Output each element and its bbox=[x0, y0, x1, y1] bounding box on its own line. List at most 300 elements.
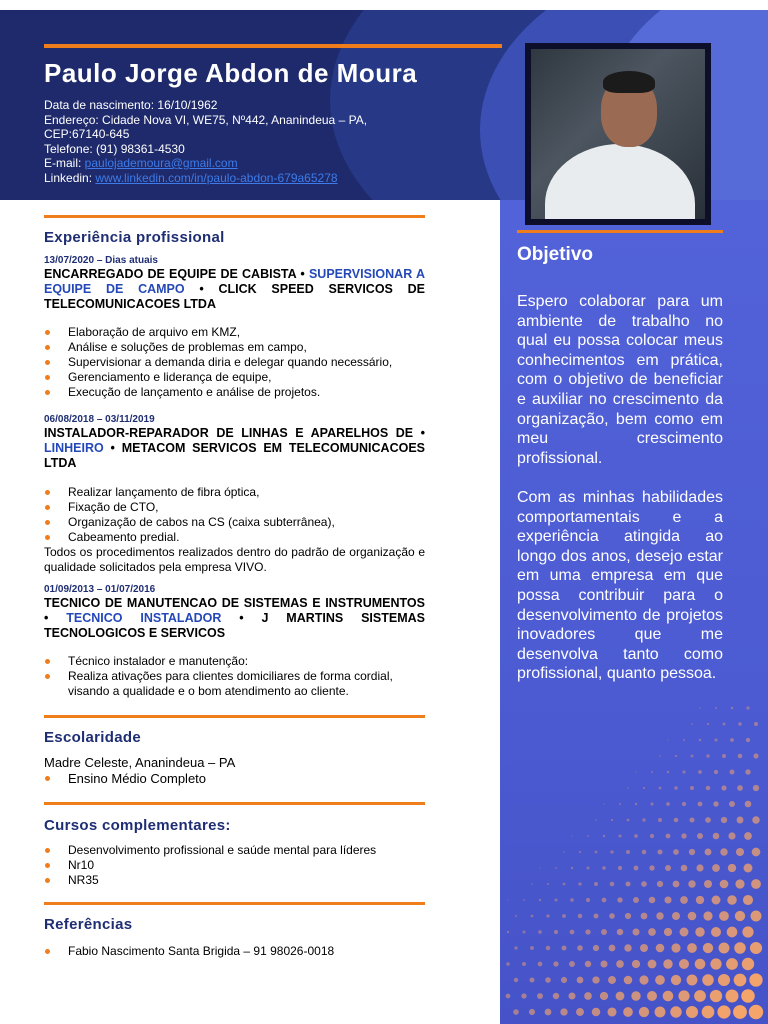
decorative-dot bbox=[631, 991, 640, 1000]
decorative-dot bbox=[607, 1007, 616, 1016]
decorative-dot bbox=[616, 960, 624, 968]
decorative-dot bbox=[600, 992, 608, 1000]
decorative-dot bbox=[666, 802, 670, 806]
job-title bbox=[44, 426, 425, 471]
job-separator: • bbox=[221, 611, 262, 625]
list-item: Supervisionar a demanda diria e delegar quando necessário, bbox=[44, 355, 425, 370]
email-link[interactable]: paulojademoura@gmail.com bbox=[84, 156, 238, 170]
list-item: Análise e soluções de problemas em campo, bbox=[44, 340, 425, 355]
decorative-dot bbox=[689, 817, 694, 822]
decorative-dot bbox=[728, 864, 736, 872]
decorative-dot bbox=[705, 849, 712, 856]
decorative-dot bbox=[745, 769, 750, 774]
decorative-dot bbox=[682, 770, 685, 773]
decorative-dot bbox=[718, 974, 730, 986]
decorative-dot bbox=[609, 945, 616, 952]
decorative-dot bbox=[568, 992, 575, 999]
decorative-dot bbox=[553, 961, 558, 966]
list-item: Ensino Médio Completo bbox=[44, 771, 425, 787]
decorative-dot bbox=[702, 974, 714, 986]
decorative-dot bbox=[633, 897, 639, 903]
decorative-dot bbox=[561, 977, 567, 983]
job-role: TECNICO DE MANUTENCAO DE SISTEMAS E INSTRUMENTOS bbox=[44, 596, 425, 610]
job-company: J MARTINS SISTEMAS TECNOLOGICOS E SERVICOS bbox=[44, 611, 425, 640]
decorative-dot bbox=[710, 990, 722, 1002]
job-separator: • bbox=[184, 282, 219, 296]
decorative-dot bbox=[671, 975, 681, 985]
list-item: Fabio Nascimento Santa Brigida – 91 98026-0018 bbox=[44, 944, 425, 959]
decorative-dot bbox=[699, 739, 702, 742]
decorative-dot bbox=[584, 992, 592, 1000]
section-divider bbox=[44, 802, 425, 805]
decorative-dot bbox=[617, 897, 622, 902]
header-divider bbox=[44, 44, 502, 48]
decorative-dot bbox=[647, 991, 657, 1001]
decorative-dot bbox=[715, 707, 717, 709]
decorative-dot bbox=[674, 786, 677, 789]
decorative-dot bbox=[634, 834, 638, 838]
decorative-dot bbox=[523, 899, 525, 901]
decorative-dot bbox=[733, 1005, 747, 1019]
section-divider bbox=[44, 902, 425, 905]
decorative-dot bbox=[751, 879, 761, 889]
decorative-dot bbox=[746, 738, 750, 742]
decorative-dot bbox=[530, 946, 534, 950]
decorative-dot bbox=[691, 755, 694, 758]
decorative-dot bbox=[712, 896, 721, 905]
decorative-dot bbox=[586, 866, 589, 869]
decorative-dot bbox=[672, 912, 680, 920]
decorative-dot bbox=[641, 913, 648, 920]
decorative-dot bbox=[650, 802, 653, 805]
objective-text bbox=[517, 292, 723, 703]
list-item: Realizar lançamento de fibra óptica, bbox=[44, 485, 425, 500]
decorative-dot bbox=[730, 738, 734, 742]
decorative-dot bbox=[587, 835, 589, 837]
decorative-dot bbox=[600, 960, 607, 967]
decorative-dot bbox=[656, 944, 665, 953]
phone: Telefone: (91) 98361-4530 bbox=[44, 141, 185, 156]
decorative-dot bbox=[727, 927, 738, 938]
job-tasks bbox=[44, 485, 425, 545]
decorative-dot bbox=[682, 802, 686, 806]
decorative-dot bbox=[657, 849, 662, 854]
decorative-dot bbox=[537, 993, 543, 999]
decorative-dot bbox=[507, 899, 508, 900]
decorative-dot bbox=[649, 897, 656, 904]
references-list bbox=[44, 944, 425, 959]
decorative-dot bbox=[635, 771, 636, 772]
decorative-dot bbox=[697, 833, 703, 839]
decorative-dot bbox=[546, 946, 550, 950]
decorative-dot bbox=[563, 883, 566, 886]
decorative-dot bbox=[749, 1005, 763, 1019]
decorative-dot bbox=[722, 754, 726, 758]
decorative-dot bbox=[626, 850, 630, 854]
job-separator: • bbox=[413, 426, 425, 440]
decorative-dot bbox=[664, 928, 672, 936]
decorative-dot bbox=[694, 990, 706, 1002]
decorative-dot bbox=[624, 976, 633, 985]
decorative-dot bbox=[594, 882, 598, 886]
decorative-dot bbox=[649, 865, 654, 870]
decorative-dot bbox=[623, 1007, 633, 1017]
profile-photo bbox=[531, 49, 705, 219]
decorative-dot bbox=[609, 913, 615, 919]
decorative-dot bbox=[522, 962, 526, 966]
objective-paragraph: Espero colaborar para um ambiente de trabalho no qual eu possa colocar meus conhecimentos em prática, com o objetivo de beneficiar e auxiliar no crescimento da organização, bem como em meu crescimento profissional. bbox=[517, 293, 723, 467]
education-list bbox=[44, 771, 425, 787]
decorative-dot bbox=[679, 959, 689, 969]
job-separator: • bbox=[296, 267, 309, 281]
decorative-dot bbox=[702, 1006, 715, 1019]
decorative-dot bbox=[531, 883, 533, 885]
decorative-dot bbox=[616, 992, 625, 1001]
decorative-dot bbox=[655, 1007, 666, 1018]
decorative-dot bbox=[745, 801, 752, 808]
decorative-dot bbox=[711, 927, 721, 937]
decorative-dot bbox=[742, 926, 753, 937]
job-role: INSTALADOR-REPARADOR DE LINHAS E APARELHOS DE bbox=[44, 426, 414, 440]
decorative-dot bbox=[687, 975, 698, 986]
decorative-dot bbox=[530, 978, 535, 983]
decorative-dot bbox=[506, 962, 510, 966]
decorative-dot bbox=[657, 881, 663, 887]
decorative-dot bbox=[555, 867, 557, 869]
decorative-dot bbox=[545, 977, 551, 983]
list-item: Organização de cabos na CS (caixa subterrânea), bbox=[44, 515, 425, 530]
job-date: 01/09/2013 – 01/07/2016 bbox=[44, 584, 156, 595]
decorative-dot bbox=[593, 945, 599, 951]
decorative-dot bbox=[592, 976, 599, 983]
photo-torso bbox=[545, 144, 695, 219]
decorative-dot bbox=[570, 898, 574, 902]
decorative-dot bbox=[545, 1009, 552, 1016]
decorative-dot bbox=[659, 755, 661, 757]
decorative-dot bbox=[686, 1006, 698, 1018]
job-area: SUPERVISIONAR A EQUIPE DE CAMPO bbox=[44, 267, 425, 296]
decorative-dot bbox=[515, 915, 517, 917]
decorative-dot bbox=[714, 770, 718, 774]
job-note: Todos os procedimentos realizados dentro do padrão de organização e qualidade solicitados pela empresa VIVO. bbox=[44, 545, 425, 574]
decorative-dot bbox=[670, 1006, 681, 1017]
decorative-dot bbox=[688, 912, 697, 921]
decorative-dot bbox=[640, 944, 648, 952]
decorative-dot bbox=[691, 723, 693, 725]
list-item: Execução de lançamento e análise de projetos. bbox=[44, 385, 425, 400]
references-block bbox=[44, 944, 425, 959]
decorative-dot bbox=[749, 973, 762, 986]
decorative-dot bbox=[752, 848, 761, 857]
decorative-dot bbox=[704, 880, 712, 888]
decorative-dot bbox=[603, 835, 605, 837]
decorative-dot bbox=[735, 911, 745, 921]
objective-title: Objetivo bbox=[517, 244, 594, 265]
decorative-dot bbox=[642, 818, 645, 821]
decorative-dot bbox=[689, 849, 695, 855]
references-title: Referências bbox=[44, 916, 133, 933]
decorative-dot bbox=[667, 771, 670, 774]
decorative-dot bbox=[714, 738, 717, 741]
address: Endereço: Cidade Nova VI, WE75, Nº442, Ananindeua – PA, CEP:67140-645 bbox=[44, 112, 368, 141]
courses-title: Cursos complementares: bbox=[44, 817, 231, 834]
decorative-dot bbox=[734, 974, 747, 987]
decorative-dot bbox=[664, 896, 671, 903]
decorative-dot bbox=[753, 753, 758, 758]
decorative-dot bbox=[719, 911, 729, 921]
decorative-dot bbox=[752, 816, 760, 824]
job-entry-2 bbox=[44, 414, 425, 575]
job-tasks bbox=[44, 654, 425, 699]
decorative-dot bbox=[706, 754, 709, 757]
decorative-dot bbox=[610, 882, 614, 886]
education-block bbox=[44, 755, 425, 787]
list-item: NR35 bbox=[44, 873, 425, 888]
decorative-dot bbox=[710, 958, 721, 969]
decorative-dot bbox=[687, 943, 697, 953]
decorative-dot bbox=[658, 818, 662, 822]
decorative-dot bbox=[721, 817, 727, 823]
decorative-dot bbox=[639, 975, 648, 984]
decorative-dot bbox=[514, 946, 517, 949]
list-item: Elaboração de arquivo em KMZ, bbox=[44, 325, 425, 340]
decorative-dot bbox=[696, 896, 704, 904]
decorative-dot bbox=[593, 913, 598, 918]
decorative-dot bbox=[737, 817, 744, 824]
decorative-dot bbox=[737, 785, 743, 791]
decorative-dot bbox=[627, 787, 629, 789]
decorative-dot bbox=[728, 832, 735, 839]
decorative-dot bbox=[698, 770, 702, 774]
birth-date: Data de nascimento: 16/10/1962 bbox=[44, 98, 218, 112]
decorative-dot bbox=[663, 959, 672, 968]
list-item: Cabeamento predial. bbox=[44, 530, 425, 545]
decorative-dot bbox=[563, 851, 565, 853]
decorative-dot bbox=[712, 864, 720, 872]
decorative-dot bbox=[705, 817, 711, 823]
decorative-dot bbox=[521, 993, 526, 998]
decorative-dot bbox=[595, 851, 598, 854]
decorative-dot bbox=[681, 833, 686, 838]
decorative-dot bbox=[665, 865, 671, 871]
decorative-dot bbox=[695, 959, 706, 970]
job-entry-1 bbox=[44, 255, 425, 400]
decorative-dot bbox=[642, 850, 647, 855]
decorative-dot bbox=[578, 914, 582, 918]
decorative-dot bbox=[655, 975, 665, 985]
job-entry-3 bbox=[44, 584, 425, 699]
decorative-dot bbox=[624, 944, 631, 951]
decorative-dot bbox=[571, 867, 573, 869]
decorative-dot bbox=[635, 803, 637, 805]
decorative-dot bbox=[651, 771, 653, 773]
decorative-dot bbox=[726, 990, 739, 1003]
experience-title: Experiência profissional bbox=[44, 229, 225, 246]
decorative-dot bbox=[713, 801, 718, 806]
decorative-dot bbox=[656, 912, 663, 919]
decorative-dot bbox=[611, 819, 613, 821]
school-name: Madre Celeste, Ananindeua – PA bbox=[44, 755, 236, 770]
decorative-dot bbox=[742, 958, 754, 970]
list-item: Nr10 bbox=[44, 858, 425, 873]
linkedin-row bbox=[44, 171, 424, 186]
job-separator: • bbox=[103, 441, 122, 455]
decorative-dot bbox=[643, 787, 645, 789]
job-date: 06/08/2018 – 03/11/2019 bbox=[44, 414, 155, 425]
decorative-dot bbox=[602, 866, 606, 870]
decorative-dot bbox=[703, 943, 713, 953]
job-tasks bbox=[44, 325, 425, 400]
list-item: Realiza ativações para clientes domiciliares de forma cordial, visando a qualidade e o bom atendimento ao cliente. bbox=[44, 669, 425, 699]
decorative-dot bbox=[753, 785, 759, 791]
decorative-dot bbox=[663, 991, 674, 1002]
decorative-dot bbox=[641, 881, 647, 887]
job-company: METACOM SERVICOS EM TELECOMUNICACOES LTDA bbox=[44, 441, 425, 470]
decorative-dot bbox=[632, 960, 640, 968]
decorative-dot bbox=[744, 864, 753, 873]
decorative-dot bbox=[507, 931, 509, 933]
decorative-dot bbox=[578, 882, 581, 885]
decorative-dot bbox=[667, 739, 668, 740]
decorative-dot bbox=[741, 989, 755, 1003]
decorative-dot bbox=[738, 754, 743, 759]
decorative-dot bbox=[751, 911, 762, 922]
list-item: Técnico instalador e manutenção: bbox=[44, 654, 425, 669]
decorative-dot bbox=[546, 914, 549, 917]
decorative-dot bbox=[585, 961, 591, 967]
decorative-dot bbox=[538, 930, 542, 934]
decorative-dot bbox=[571, 835, 572, 836]
decorative-dot bbox=[539, 899, 541, 901]
decorative-dot bbox=[639, 1007, 649, 1017]
decorative-dot bbox=[602, 898, 607, 903]
decorative-dot bbox=[538, 962, 543, 967]
decorative-dot bbox=[634, 866, 639, 871]
job-title bbox=[44, 267, 425, 312]
decorative-dot bbox=[734, 942, 746, 954]
objective-divider bbox=[517, 230, 723, 233]
decorative-dot bbox=[738, 722, 741, 725]
decorative-dot bbox=[736, 848, 744, 856]
decorative-dot bbox=[547, 883, 549, 885]
decorative-dot bbox=[650, 834, 654, 838]
decorative-dot bbox=[555, 899, 558, 902]
objective-paragraph: Com as minhas habilidades comportamentais e a experiência atingida ao longo dos anos, desejo estar em uma empresa em que possa contribuir para o desenvolvimento de projetos inovadores que me desenvolva tanto como profissional, quanto pessoa. bbox=[517, 488, 723, 683]
decorative-dot bbox=[680, 928, 689, 937]
decorative-dot bbox=[513, 1009, 519, 1015]
decorative-dot bbox=[673, 881, 680, 888]
decorative-dot bbox=[560, 1008, 567, 1015]
decorative-dot bbox=[678, 990, 689, 1001]
decorative-dot bbox=[592, 1008, 601, 1017]
decorative-dot bbox=[553, 993, 559, 999]
decorative-dot bbox=[690, 786, 694, 790]
decorative-dot bbox=[743, 895, 753, 905]
decorative-dot bbox=[625, 913, 631, 919]
decorative-dot bbox=[674, 818, 679, 823]
email-row bbox=[44, 156, 424, 171]
decorative-dot bbox=[671, 943, 680, 952]
decorative-dot bbox=[720, 880, 729, 889]
candidate-name: Paulo Jorge Abdon de Moura bbox=[44, 58, 418, 88]
decorative-dot bbox=[729, 801, 735, 807]
job-date: 13/07/2020 – Dias atuais bbox=[44, 255, 158, 266]
decorative-dot bbox=[577, 945, 583, 951]
courses-list bbox=[44, 843, 425, 888]
job-role: ENCARREGADO DE EQUIPE DE CABISTA bbox=[44, 267, 297, 281]
decorative-dot bbox=[562, 914, 566, 918]
decorative-dot bbox=[744, 832, 752, 840]
education-title: Escolaridade bbox=[44, 729, 141, 746]
decorative-dot bbox=[721, 785, 726, 790]
decorative-dot bbox=[632, 928, 639, 935]
decorative-dot bbox=[625, 881, 630, 886]
decorative-dot bbox=[554, 930, 558, 934]
decorative-dot bbox=[539, 867, 540, 868]
decorative-dot bbox=[627, 819, 630, 822]
decorative-dot bbox=[585, 929, 590, 934]
photo-hair bbox=[603, 71, 655, 93]
decorative-dot bbox=[586, 898, 590, 902]
decorative-dot bbox=[659, 787, 662, 790]
decorative-dot bbox=[648, 960, 657, 969]
decorative-dot bbox=[681, 865, 688, 872]
job-separator: • bbox=[44, 611, 67, 625]
decorative-dot bbox=[703, 911, 712, 920]
decorative-dot bbox=[720, 848, 727, 855]
decorative-dot bbox=[618, 834, 621, 837]
decorative-dot bbox=[719, 943, 730, 954]
decorative-dot bbox=[523, 931, 526, 934]
decorative-dot bbox=[601, 929, 607, 935]
decorative-dot bbox=[696, 864, 703, 871]
decorative-dot bbox=[727, 895, 737, 905]
decorative-dot bbox=[619, 803, 621, 805]
decorative-dot bbox=[514, 978, 518, 982]
job-company: CLICK SPEED SERVICOS DE TELECOMUNICACOES LTDA bbox=[44, 282, 425, 311]
job-area: TECNICO INSTALADOR bbox=[66, 611, 222, 625]
decorative-dot bbox=[648, 928, 656, 936]
decorative-dot bbox=[750, 942, 762, 954]
decorative-dot bbox=[754, 722, 758, 726]
decorative-dot bbox=[673, 849, 679, 855]
section-divider bbox=[44, 215, 425, 218]
email-label: E-mail: bbox=[44, 156, 85, 170]
decorative-dot bbox=[730, 770, 735, 775]
list-item: Desenvolvimento profissional e saúde mental para líderes bbox=[44, 843, 425, 858]
decorative-dot bbox=[735, 879, 744, 888]
linkedin-link[interactable]: www.linkedin.com/in/paulo-abdon-679a65278 bbox=[95, 170, 338, 185]
decorative-dot bbox=[531, 915, 534, 918]
decorative-dot bbox=[579, 851, 581, 853]
decorative-dot bbox=[608, 976, 616, 984]
decorative-dot bbox=[569, 961, 575, 967]
decorative-dot bbox=[666, 834, 671, 839]
decorative-dot bbox=[699, 707, 700, 708]
decorative-dot bbox=[675, 755, 677, 757]
dot-pattern-decoration bbox=[500, 700, 768, 1024]
job-title bbox=[44, 596, 425, 641]
decorative-dot bbox=[683, 739, 685, 741]
decorative-dot bbox=[717, 1005, 730, 1018]
decorative-dot bbox=[746, 706, 749, 709]
section-divider bbox=[44, 715, 425, 718]
decorative-dot bbox=[617, 929, 624, 936]
decorative-dot bbox=[713, 833, 720, 840]
decorative-dot bbox=[723, 723, 726, 726]
job-area: LINHEIRO bbox=[44, 441, 104, 455]
decorative-dot bbox=[698, 802, 703, 807]
